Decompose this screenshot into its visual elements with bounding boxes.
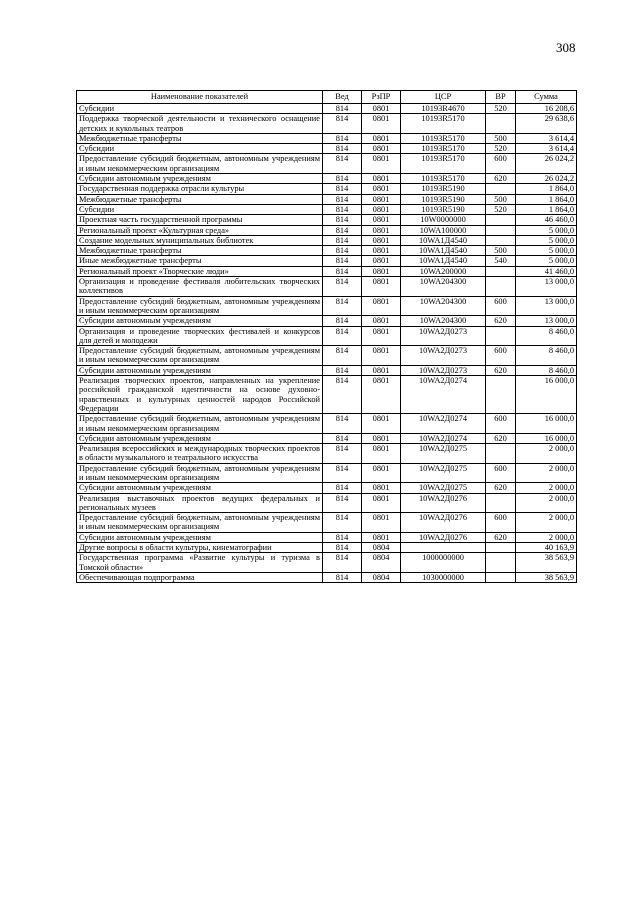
row-rzpr: 0801 [362,154,401,174]
row-ved: 814 [323,174,362,184]
row-name: Создание модельных муниципальных библиотек [77,235,323,245]
row-name: Субсидии [77,204,323,214]
table-row [77,326,577,346]
row-csr: 10WA2Д0275 [401,463,486,483]
row-sum: 13 000,0 [516,277,577,297]
row-vr [486,376,516,414]
row-vr [486,277,516,297]
row-sum: 26 024,2 [516,154,577,174]
table-row [77,365,577,375]
table-row [77,414,577,434]
header-csr: ЦСР [401,91,486,104]
row-name: Обеспечивающая подпрограмма [77,572,323,582]
row-vr: 600 [486,296,516,316]
row-sum: 5 000,0 [516,246,577,256]
row-csr: 10193R5170 [401,114,486,134]
row-csr: 10WA2Д0273 [401,346,486,366]
row-rzpr: 0801 [362,144,401,154]
table-row [77,204,577,214]
row-ved: 814 [323,532,362,542]
table-row [77,256,577,266]
row-rzpr: 0801 [362,296,401,316]
row-vr: 620 [486,532,516,542]
row-csr: 10WA2Д0273 [401,365,486,375]
row-vr [486,543,516,553]
row-vr [486,184,516,194]
row-ved: 814 [323,104,362,114]
row-vr [486,553,516,573]
row-rzpr: 0801 [362,483,401,493]
row-rzpr: 0801 [362,215,401,225]
row-sum: 2 000,0 [516,493,577,513]
row-vr: 520 [486,104,516,114]
row-csr: 10WA2Д0273 [401,326,486,346]
header-vr: ВР [486,91,516,104]
table-header-row [77,91,577,104]
row-name: Субсидии [77,144,323,154]
row-csr: 10193R5190 [401,184,486,194]
table-row [77,346,577,366]
row-name: Государственная программа «Развитие культуры и туризма в Томской области» [77,553,323,573]
row-name: Иные межбюджетные трансферты [77,256,323,266]
table-row [77,215,577,225]
row-sum: 2 000,0 [516,463,577,483]
row-name: Субсидии автономным учреждениям [77,532,323,542]
table-row [77,133,577,143]
row-csr: 10WA2Д0275 [401,483,486,493]
table-row [77,543,577,553]
header-sum: Сумма [516,91,577,104]
row-rzpr: 0801 [362,225,401,235]
row-name: Реализация всероссийских и международных творческих проектов в области музыкального и театрального искусства [77,444,323,464]
row-name: Межбюджетные трансферты [77,246,323,256]
row-ved: 814 [323,365,362,375]
row-rzpr: 0801 [362,235,401,245]
table-row [77,483,577,493]
row-rzpr: 0804 [362,553,401,573]
row-sum: 29 638,6 [516,114,577,134]
row-csr: 10WA2Д0276 [401,493,486,513]
row-csr: 10WA204300 [401,316,486,326]
table-body [77,104,577,583]
row-ved: 814 [323,154,362,174]
row-rzpr: 0801 [362,365,401,375]
table-row [77,316,577,326]
row-name: Предоставление субсидий бюджетным, автономным учреждениям и иным некоммерческим организациям [77,414,323,434]
row-name: Предоставление субсидий бюджетным, автономным учреждениям и иным некоммерческим организациям [77,154,323,174]
row-name: Субсидии автономным учреждениям [77,365,323,375]
row-csr: 1030000000 [401,572,486,582]
row-ved: 814 [323,326,362,346]
row-rzpr: 0804 [362,543,401,553]
row-ved: 814 [323,246,362,256]
header-rzpr: РзПР [362,91,401,104]
row-sum: 16 000,0 [516,414,577,434]
table-row [77,572,577,582]
row-csr: 10193R5190 [401,204,486,214]
table-row [77,194,577,204]
row-rzpr: 0801 [362,184,401,194]
row-rzpr: 0801 [362,277,401,297]
row-rzpr: 0801 [362,204,401,214]
row-sum: 38 563,9 [516,572,577,582]
row-vr [486,444,516,464]
row-csr: 10WA2Д0276 [401,532,486,542]
row-csr: 10193R5170 [401,144,486,154]
table-row [77,235,577,245]
row-rzpr: 0801 [362,174,401,184]
row-vr [486,326,516,346]
table-row [77,513,577,533]
row-csr: 1000000000 [401,553,486,573]
row-rzpr: 0801 [362,376,401,414]
row-rzpr: 0801 [362,114,401,134]
row-name: Предоставление субсидий бюджетным, автономным учреждениям и иным некоммерческим организациям [77,296,323,316]
row-rzpr: 0801 [362,463,401,483]
table-row [77,184,577,194]
row-ved: 814 [323,463,362,483]
row-vr: 540 [486,256,516,266]
row-ved: 814 [323,433,362,443]
row-ved: 814 [323,256,362,266]
row-ved: 814 [323,114,362,134]
row-csr: 10WA204300 [401,277,486,297]
row-ved: 814 [323,513,362,533]
row-vr [486,493,516,513]
row-ved: 814 [323,144,362,154]
row-ved: 814 [323,225,362,235]
row-sum: 16 000,0 [516,433,577,443]
row-ved: 814 [323,553,362,573]
row-vr: 600 [486,513,516,533]
row-ved: 814 [323,444,362,464]
row-ved: 814 [323,277,362,297]
row-sum: 3 614,4 [516,144,577,154]
row-name: Региональный проект «Культурная среда» [77,225,323,235]
row-name: Предоставление субсидий бюджетным, автономным учреждениям и иным некоммерческим организациям [77,463,323,483]
row-name: Субсидии автономным учреждениям [77,483,323,493]
row-ved: 814 [323,194,362,204]
row-sum: 41 460,0 [516,266,577,276]
row-name: Организация и проведение творческих фестивалей и конкурсов для детей и молодежи [77,326,323,346]
row-sum: 40 163,9 [516,543,577,553]
row-csr [401,543,486,553]
row-sum: 2 000,0 [516,483,577,493]
row-rzpr: 0801 [362,104,401,114]
row-vr [486,225,516,235]
row-rzpr: 0804 [362,572,401,582]
row-csr: 10WA200000 [401,266,486,276]
row-csr: 10WA100000 [401,225,486,235]
row-sum: 26 024,2 [516,174,577,184]
row-vr: 500 [486,133,516,143]
table-row [77,277,577,297]
row-name: Межбюджетные трансферты [77,133,323,143]
row-vr: 500 [486,194,516,204]
row-name: Субсидии автономным учреждениям [77,316,323,326]
row-csr: 10WA2Д0274 [401,414,486,434]
row-name: Региональный проект «Творческие люди» [77,266,323,276]
row-ved: 814 [323,376,362,414]
row-ved: 814 [323,215,362,225]
row-ved: 814 [323,184,362,194]
row-rzpr: 0801 [362,493,401,513]
row-csr: 10WA204300 [401,296,486,316]
row-name: Межбюджетные трансферты [77,194,323,204]
row-rzpr: 0801 [362,266,401,276]
row-csr: 10WA1Д4540 [401,246,486,256]
table-row [77,296,577,316]
table-row [77,266,577,276]
row-sum: 3 614,4 [516,133,577,143]
row-ved: 814 [323,204,362,214]
table-row [77,553,577,573]
row-sum: 13 000,0 [516,296,577,316]
budget-table [76,90,577,583]
row-csr: 10WA2Д0274 [401,433,486,443]
row-vr [486,235,516,245]
row-vr: 520 [486,204,516,214]
row-rzpr: 0801 [362,326,401,346]
row-sum: 8 460,0 [516,326,577,346]
row-csr: 10WA1Д4540 [401,256,486,266]
row-rzpr: 0801 [362,133,401,143]
row-vr [486,266,516,276]
table-row [77,246,577,256]
row-name: Субсидии [77,104,323,114]
row-sum: 8 460,0 [516,365,577,375]
row-name: Предоставление субсидий бюджетным, автономным учреждениям и иным некоммерческим организациям [77,346,323,366]
row-sum: 5 000,0 [516,256,577,266]
row-sum: 5 000,0 [516,235,577,245]
row-vr: 620 [486,316,516,326]
row-ved: 814 [323,572,362,582]
row-sum: 1 864,0 [516,194,577,204]
row-vr: 500 [486,246,516,256]
row-name: Государственная поддержка отрасли культуры [77,184,323,194]
row-ved: 814 [323,266,362,276]
row-vr: 620 [486,174,516,184]
table-row [77,174,577,184]
row-csr: 10WA2Д0274 [401,376,486,414]
row-csr: 10W0000000 [401,215,486,225]
table-row [77,433,577,443]
row-rzpr: 0801 [362,444,401,464]
row-sum: 16 208,6 [516,104,577,114]
row-vr: 620 [486,433,516,443]
row-rzpr: 0801 [362,256,401,266]
row-sum: 2 000,0 [516,444,577,464]
row-name: Предоставление субсидий бюджетным, автономным учреждениям и иным некоммерческим организациям [77,513,323,533]
row-sum: 46 460,0 [516,215,577,225]
row-name: Поддержка творческой деятельности и технического оснащение детских и кукольных театров [77,114,323,134]
row-ved: 814 [323,346,362,366]
row-csr: 10193R4670 [401,104,486,114]
header-name: Наименование показателей [77,91,323,104]
row-rzpr: 0801 [362,532,401,542]
row-vr: 600 [486,346,516,366]
row-name: Другие вопросы в области культуры, кинематографии [77,543,323,553]
row-name: Проектная часть государственной программы [77,215,323,225]
row-sum: 8 460,0 [516,346,577,366]
row-ved: 814 [323,296,362,316]
row-vr: 620 [486,483,516,493]
row-csr: 10WA2Д0275 [401,444,486,464]
table-row [77,444,577,464]
table-row [77,225,577,235]
table-row [77,144,577,154]
row-csr: 10WA2Д0276 [401,513,486,533]
row-vr: 600 [486,463,516,483]
row-rzpr: 0801 [362,316,401,326]
row-vr [486,215,516,225]
row-csr: 10193R5170 [401,154,486,174]
row-sum: 38 563,9 [516,553,577,573]
row-rzpr: 0801 [362,346,401,366]
row-vr: 620 [486,365,516,375]
row-ved: 814 [323,543,362,553]
row-rzpr: 0801 [362,194,401,204]
row-name: Организация и проведение фестиваля любительских творческих коллективов [77,277,323,297]
row-sum: 13 000,0 [516,316,577,326]
table-row [77,493,577,513]
table-row [77,463,577,483]
row-name: Реализация выставочных проектов ведущих федеральных и региональных музеев [77,493,323,513]
row-name: Субсидии автономным учреждениям [77,174,323,184]
row-rzpr: 0801 [362,246,401,256]
row-sum: 2 000,0 [516,532,577,542]
row-sum: 16 000,0 [516,376,577,414]
row-ved: 814 [323,235,362,245]
row-rzpr: 0801 [362,513,401,533]
row-ved: 814 [323,316,362,326]
row-csr: 10193R5170 [401,174,486,184]
row-vr [486,572,516,582]
page-number: 308 [556,40,576,55]
row-sum: 1 864,0 [516,204,577,214]
header-ved: Вед [323,91,362,104]
table-row [77,114,577,134]
row-csr: 10193R5170 [401,133,486,143]
row-rzpr: 0801 [362,414,401,434]
row-csr: 10193R5190 [401,194,486,204]
row-ved: 814 [323,133,362,143]
row-sum: 2 000,0 [516,513,577,533]
row-sum: 5 000,0 [516,225,577,235]
row-name: Субсидии автономным учреждениям [77,433,323,443]
row-ved: 814 [323,483,362,493]
table-row [77,104,577,114]
row-rzpr: 0801 [362,433,401,443]
row-vr: 600 [486,414,516,434]
row-sum: 1 864,0 [516,184,577,194]
table-row [77,376,577,414]
row-vr: 600 [486,154,516,174]
row-vr: 520 [486,144,516,154]
row-name: Реализация творческих проектов, направленных на укрепление российской гражданской идентичности на основе духовно-нравственных и культурных ценностей народов Российской Федерации [77,376,323,414]
row-csr: 10WA1Д4540 [401,235,486,245]
table-row [77,532,577,542]
row-ved: 814 [323,493,362,513]
row-ved: 814 [323,414,362,434]
table-row [77,154,577,174]
row-vr [486,114,516,134]
